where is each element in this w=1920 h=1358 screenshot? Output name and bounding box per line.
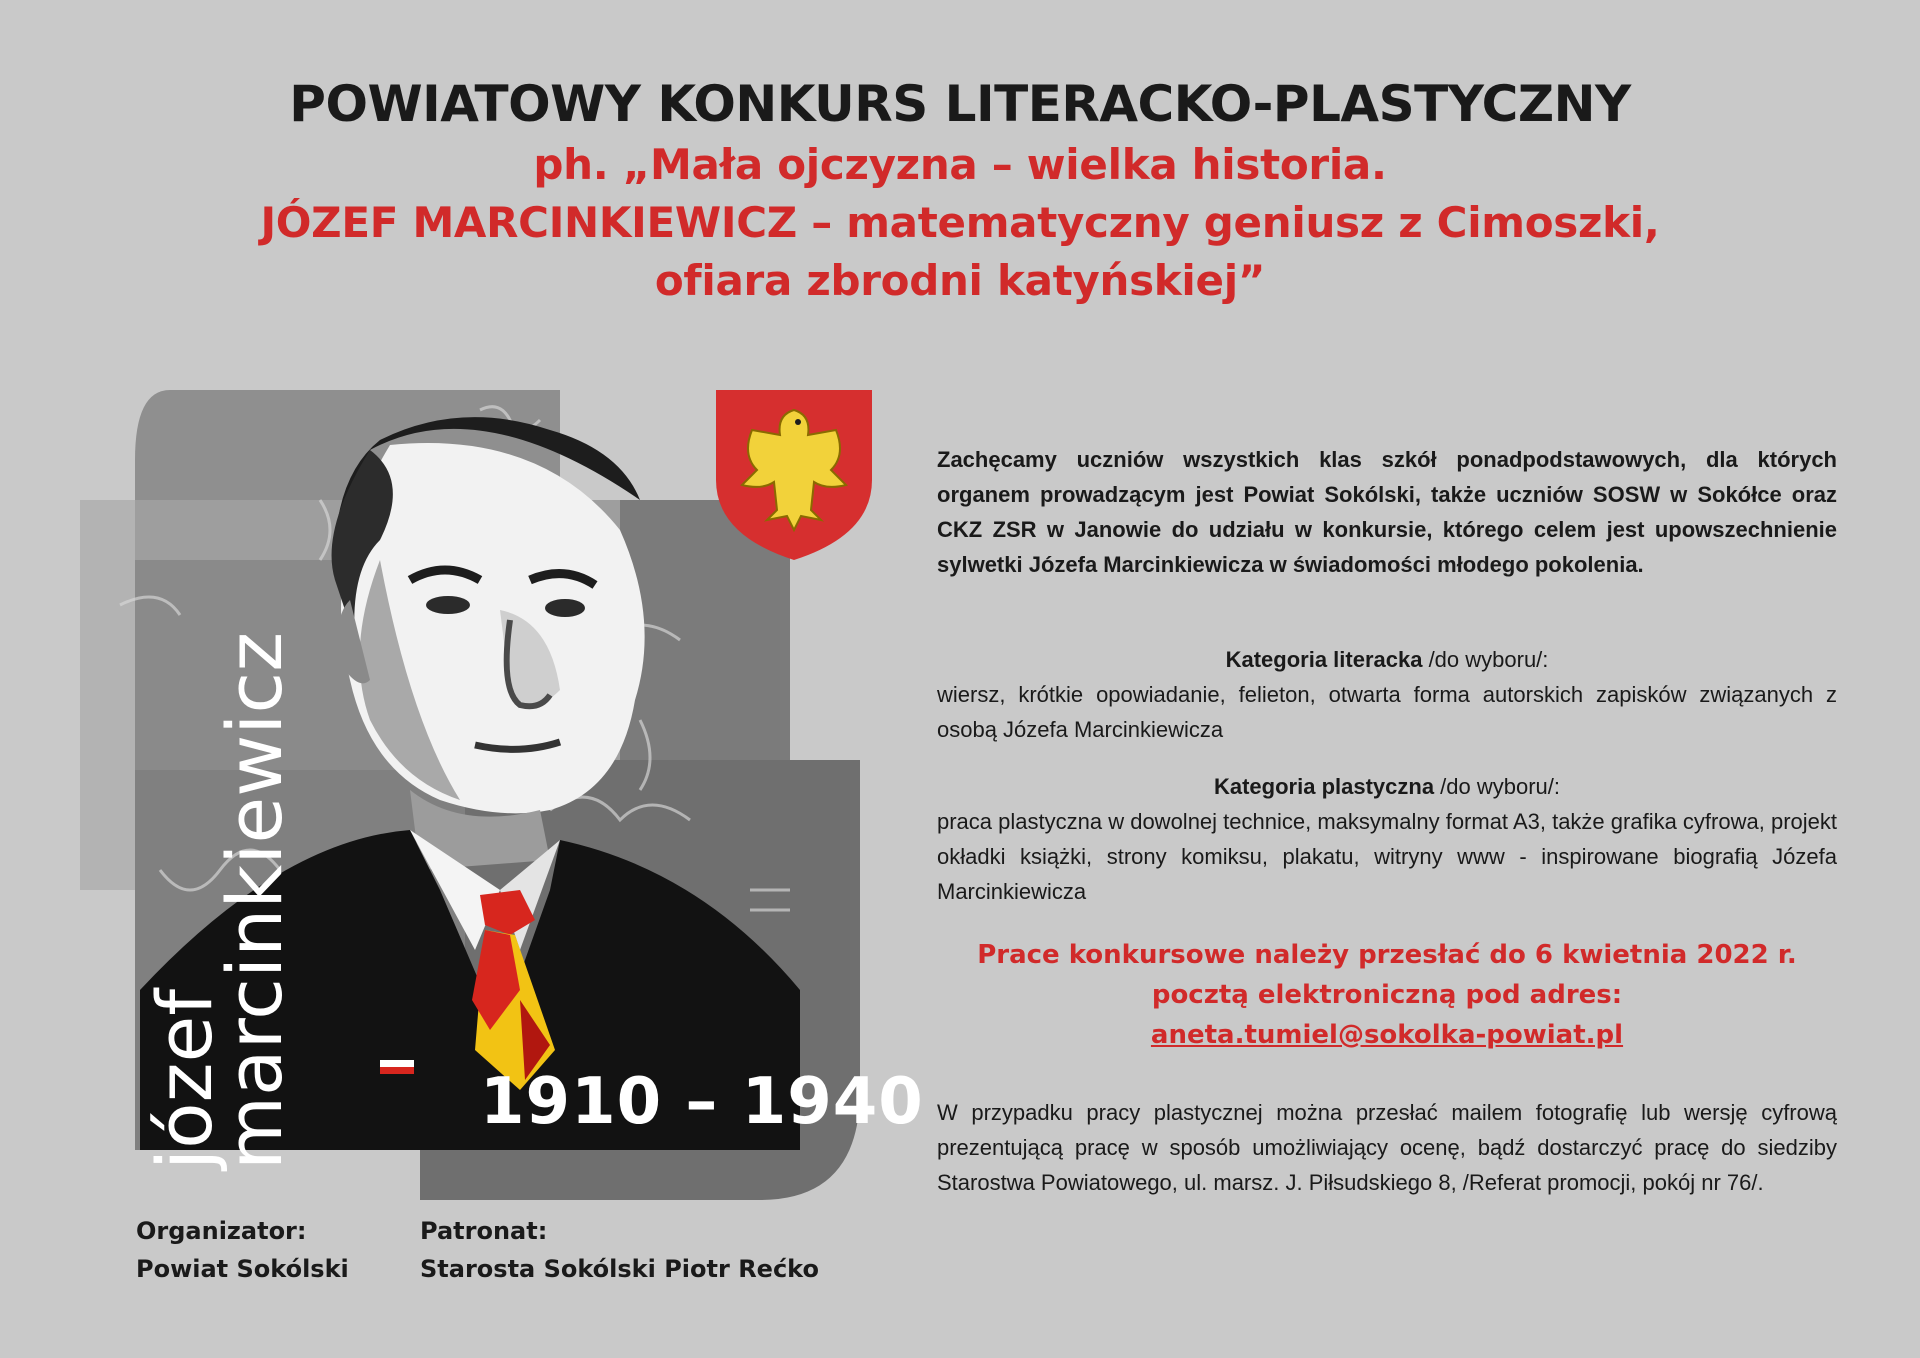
category-art-suffix: /do wyboru/: [1434, 774, 1561, 799]
category-literary-body: wiersz, krótkie opowiadanie, felieton, otwarta forma autorskich zapisków związanych z osobą Józefa Marcinkiewicza [937, 682, 1837, 742]
category-literary [937, 642, 1837, 747]
intro-text: Zachęcamy uczniów wszystkich klas szkół ponadpodstawowych, dla których organem prowadzącym jest Powiat Sokólski, także uczniów SOSW w Sokółce oraz CKZ ZSR w Janowie do udziału w konkursie, którego celem jest upowszechnienie sylwetki Józefa Marcinkiewicza w świadomości młodego pokolenia. [937, 447, 1837, 577]
subtitle-line-3: ofiara zbrodni katyńskiej” [654, 256, 1266, 305]
patron [420, 1212, 819, 1288]
deadline-line-2: pocztą elektroniczną pod adres: [1151, 980, 1623, 1010]
category-literary-heading [937, 642, 1837, 677]
deadline-line-1: Prace konkursowe należy przesłać do 6 kwietnia 2022 r. [977, 940, 1797, 970]
name-first: józef [140, 988, 229, 1170]
name-last: marcinkiewicz [210, 631, 299, 1170]
deadline-block [937, 935, 1837, 1055]
email-link[interactable]: aneta.tumiel@sokolka-powiat.pl [1150, 1020, 1624, 1050]
content [937, 442, 1837, 1222]
organizer-value: Powiat Sokólski [136, 1255, 349, 1283]
category-art [937, 769, 1837, 909]
life-years: 1910 – 1940 [480, 1065, 924, 1139]
category-art-body: praca plastyczna w dowolnej technice, maksymalny format A3, także grafika cyfrowa, projekt okładki książki, strony komiksu, plakatu, witryny www - inspirowane biografią Józefa Marcinkiewicza [937, 809, 1837, 904]
organizer [136, 1212, 349, 1288]
organizer-label: Organizator: [136, 1217, 307, 1245]
category-literary-title: Kategoria literacka [1225, 647, 1423, 672]
main-title: POWIATOWY KONKURS LITERACKO-PLASTYCZNY [289, 75, 1631, 133]
header [0, 72, 1920, 310]
subtitle-line-1: ph. „Mała ojczyzna – wielka historia. [533, 140, 1387, 189]
vertical-name [140, 631, 299, 1170]
patron-value: Starosta Sokólski Piotr Rećko [420, 1255, 819, 1283]
category-literary-suffix: /do wyboru/: [1422, 647, 1549, 672]
coat-of-arms-icon [716, 390, 872, 560]
category-art-heading [937, 769, 1837, 804]
submission-note: W przypadku pracy plastycznej można przesłać mailem fotografię lub wersję cyfrową prezentującą pracę w sposób umożliwiający ocenę, bądź dostarczyć pracę do siedziby Starostwa Powiatowego, ul. marsz. J. Piłsudskiego 8, /Referat promocji, pokój nr 76/. [937, 1100, 1837, 1195]
patron-label: Patronat: [420, 1217, 548, 1245]
subtitle-line-2: JÓZEF MARCINKIEWICZ – matematyczny geniusz z Cimoszki, [260, 198, 1660, 247]
category-art-title: Kategoria plastyczna [1213, 774, 1435, 799]
